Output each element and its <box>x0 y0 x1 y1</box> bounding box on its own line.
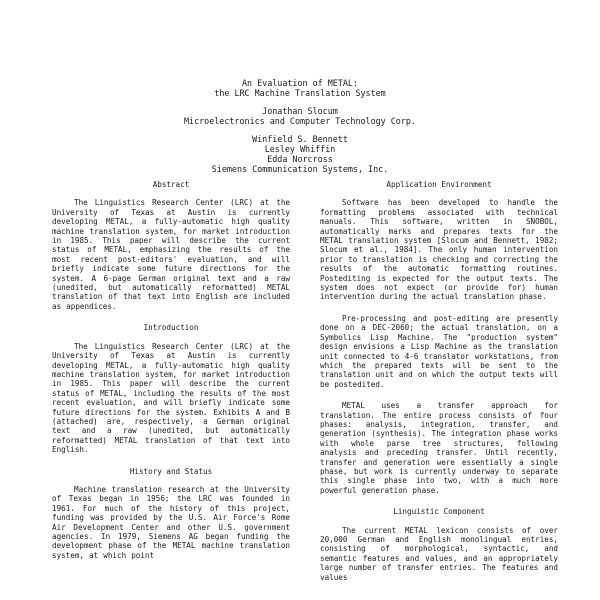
right-column <box>320 180 558 594</box>
paper-title-line-1: An Evaluation of METAL: <box>242 78 358 88</box>
abstract-paragraph: The Linguistics Research Center (LRC) at the University of Texas at Austin is currently developing METAL, a fully-automatic high quality machine translation system, for market introduction in 1985. This paper will describe the current status of METAL, emphasizing the results of the most recent post-editors' evaluation, and will briefly indicate some future directions for the system. A 6-page German original text and a raw (unedited, but automatically reformatted) METAL translation of that text into English are included as appendices. <box>52 198 290 311</box>
abstract-heading: Abstract <box>152 180 190 189</box>
author-affiliation: Microelectronics and Computer Technology Corp. <box>184 116 416 126</box>
title-block <box>0 78 600 174</box>
application-environment-paragraph-3: METAL uses a transfer approach for translation. The entire process consists of four phases: analysis, integration, transfer, and generation (synthesis). The integration phase works with whole parse tree structures, following analysis and preceding transfer. Until recently, transfer and generation were essentially a single phase, but work is currently underway to separate this single phase into two, with a much more powerful generation phase. <box>320 401 558 495</box>
author-name: Jonathan Slocum <box>262 106 338 116</box>
linguistic-component-heading: Linguistic Component <box>393 507 485 517</box>
introduction-paragraph: The Linguistics Research Center (LRC) at the University of Texas at Austin is currently developing METAL, a fully-automatic high quality machine translation system, for market introduction in 1985. This paper will describe the current status of METAL, including the results of the most recent evaluation, and will briefly indicate some future directions for the system. Exhibits A and B (attached) are, respectively, a German original text and a raw (unedited, but automatically reformatted) METAL translation of that text into English. <box>52 341 290 455</box>
left-column <box>52 180 290 572</box>
author-affiliation: Siemens Communication Systems, Inc. <box>211 164 389 174</box>
application-environment-heading: Application Environment <box>386 180 492 189</box>
history-paragraph: Machine translation research at the University of Texas began in 1956; the LRC was founded in 1961. For much of the history of this project, funding was provided by the U.S. Air Force's Rome Air Development Center and other U.S. government agencies. In 1979, Siemens AG began funding the development phase of the METAL machine translation system, at which point <box>52 484 290 560</box>
paper-title-line-2: the LRC Machine Translation System <box>214 88 386 98</box>
linguistic-component-paragraph: The current METAL lexicon consists of over 20,000 German and English monolingual entries, consisting of morphological, syntactic, and semantic features and values, and an appropriately large number of transfer entries. The features and values <box>320 525 558 582</box>
author-name: Lesley Whiffin <box>264 144 336 154</box>
application-environment-paragraph-1: Software has been developed to handle the formatting problems associated with technical manuals. This software, written in SNOBOL, automatically marks and prepares texts for the METAL translation system [Slocum and Bennett, 1982; Slocum et al., 1984]. The only human intervention prior to translation is checking and correcting the results of the automatic formatting routines. Postediting is expected for the output texts. The system does not expect (or provide for) human intervention during the actual translation phase. <box>320 198 558 302</box>
author-name: Edda Norcross <box>267 154 333 164</box>
history-heading: History and Status <box>129 466 213 476</box>
author-name: Winfield S. Bennett <box>252 134 348 144</box>
introduction-heading: Introduction <box>143 323 199 333</box>
application-environment-paragraph-2: Pre-processing and post-editing are presently done on a DEC-2060; the actual translation, on a Symbolics Lisp Machine. The "production system" design envisions a Lisp Machine as the translation unit connected to 4-6 translator workstations, from which the prepared texts will be sent to the translation unit and on which the output texts will be postedited. <box>320 313 558 389</box>
